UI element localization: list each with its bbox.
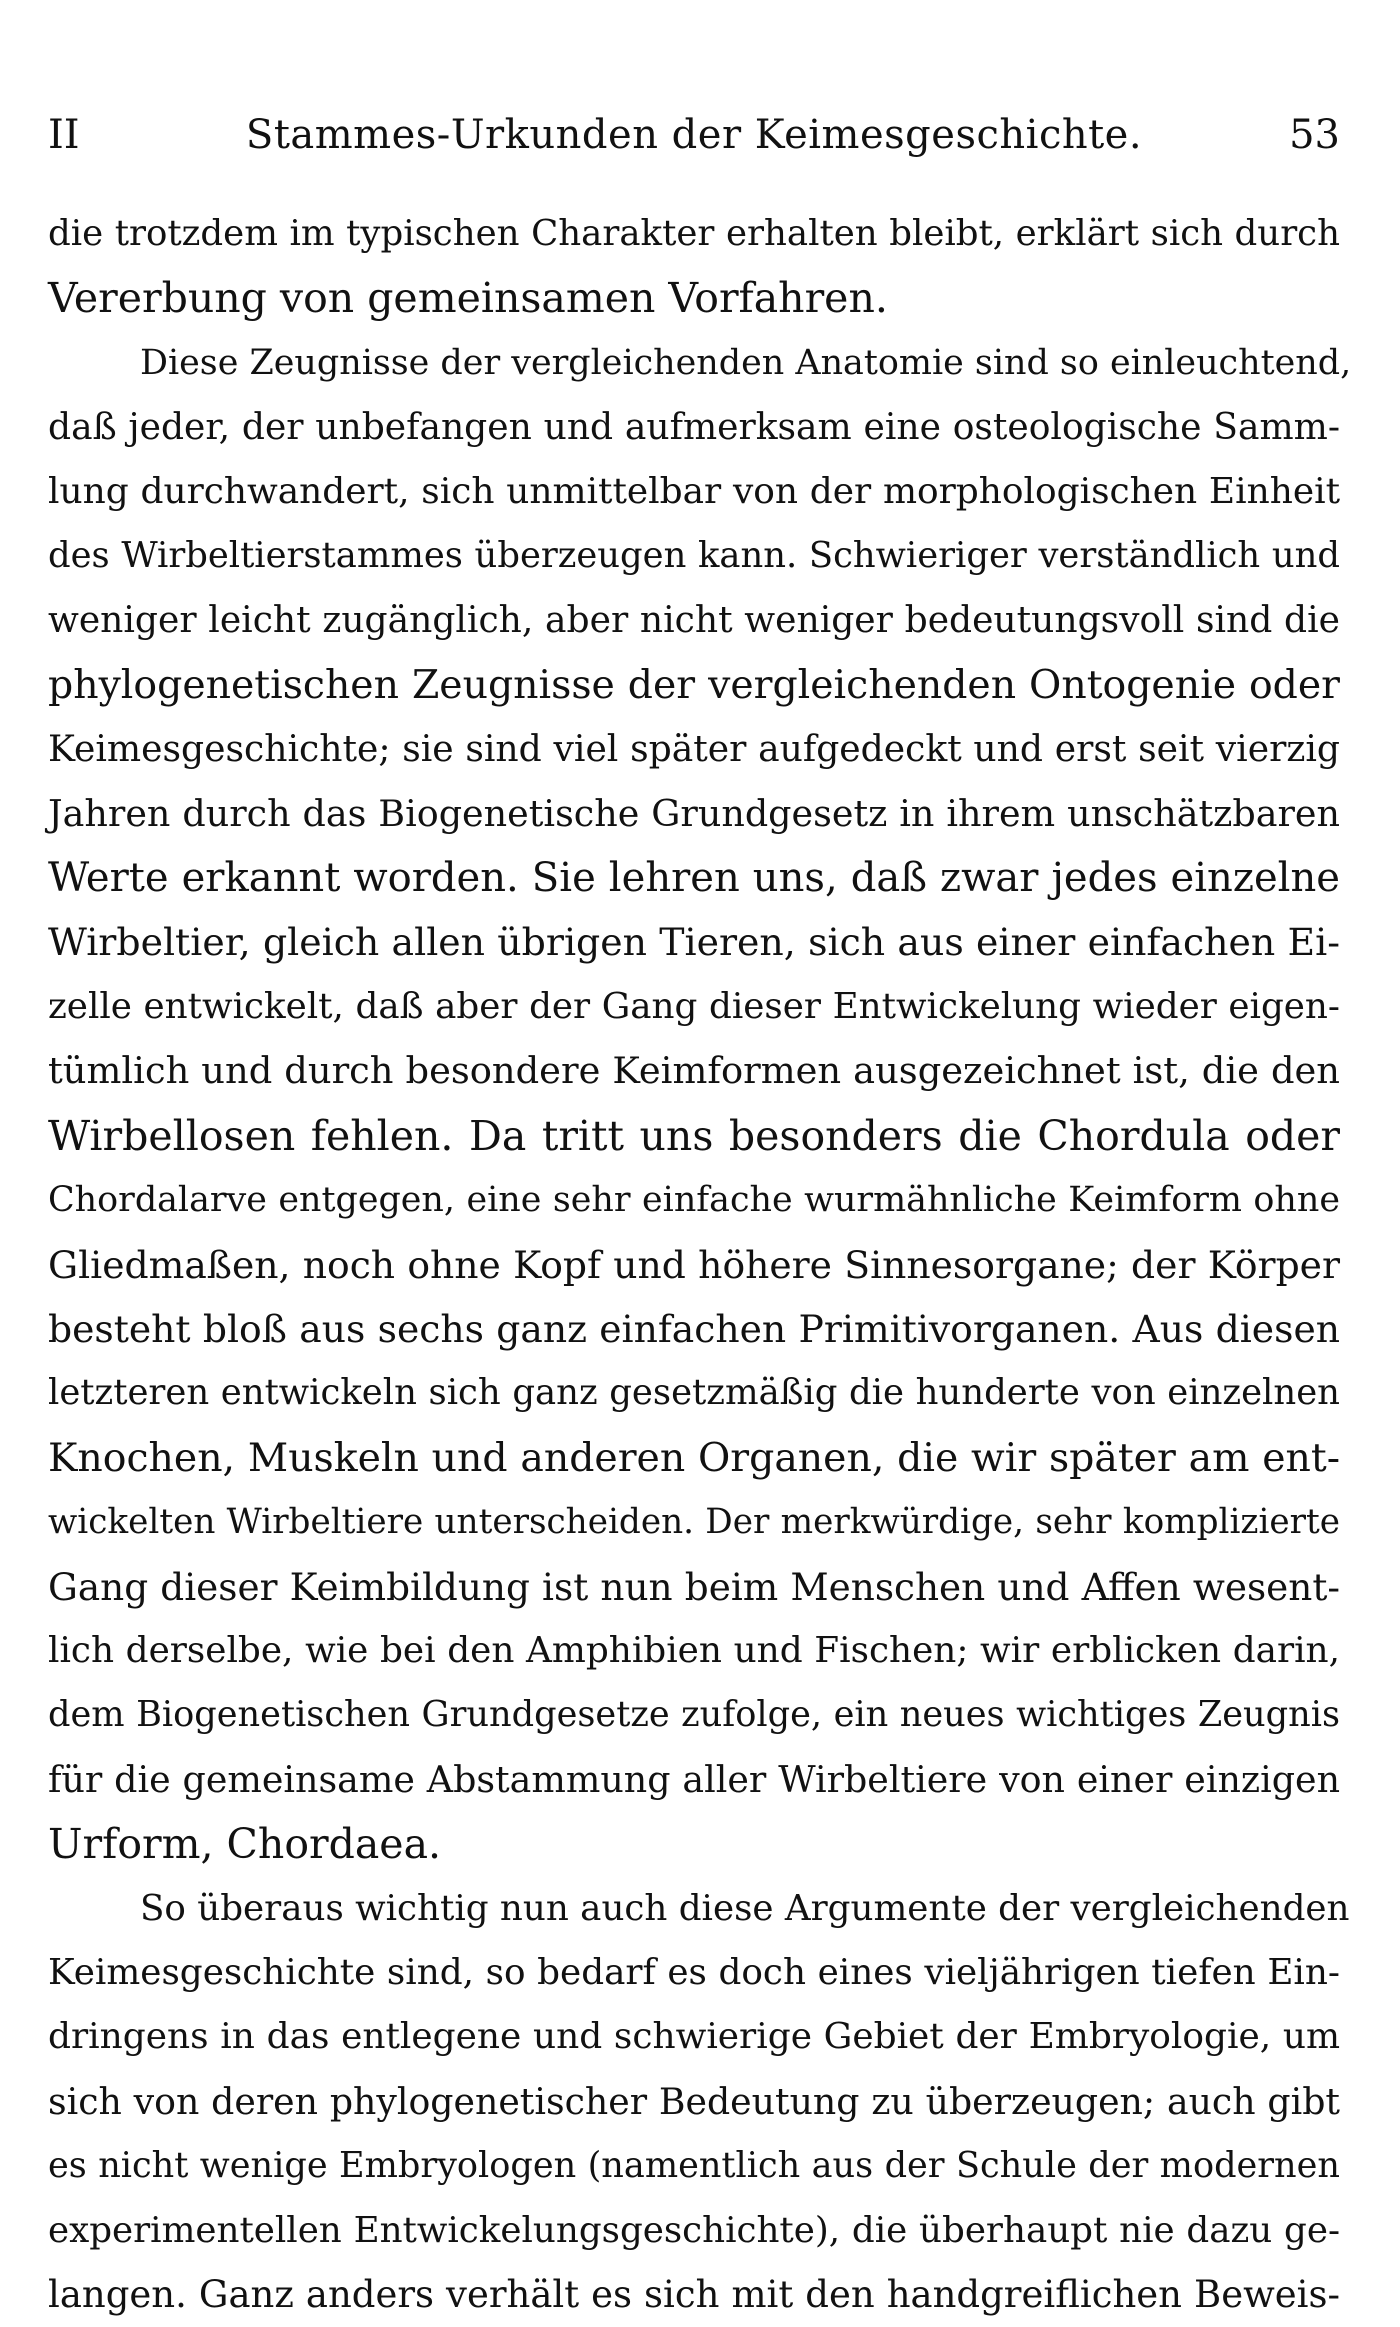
paragraph <box>48 1877 1350 2327</box>
running-head <box>48 100 1340 170</box>
text-line: lung durchwandert, sich unmittelbar von der morphologischen Einheit <box>48 470 1340 512</box>
text-line: Vererbung von gemeinsamen Vorfahren. <box>48 274 888 323</box>
text-line: besteht bloß aus sechs ganz einfachen Primitivorganen. Aus diesen <box>48 1306 1340 1351</box>
text-line: wickelten Wirbeltiere unterscheiden. Der merkwürdige, sehr komplizierte <box>48 1502 1340 1543</box>
page-number: 53 <box>1289 112 1340 158</box>
text-line: phylogenetischen Zeugnisse der vergleichenden Ontogenie oder <box>48 661 1340 708</box>
text-line: es nicht wenige Embryologen (namentlich aus der Schule der modernen <box>48 2145 1340 2187</box>
text-line: dem Biogenetischen Grundgesetze zufolge, ein neues wichtiges Zeugnis <box>48 1694 1340 1736</box>
text-line: Knochen, Muskeln und anderen Organen, die wir später am ent- <box>48 1434 1340 1481</box>
text-line: sich von deren phylogenetischer Bedeutung zu überzeugen; auch gibt <box>48 2079 1340 2123</box>
text-line: Keimesgeschichte; sie sind viel später aufgedeckt und erst seit vierzig <box>48 727 1340 771</box>
text-line: Diese Zeugnisse der vergleichenden Anatomie sind so einleuchtend, <box>140 342 1352 383</box>
text-line: daß jeder, der unbefangen und aufmerksam eine osteologische Samm- <box>48 406 1340 449</box>
text-line: Werte erkannt worden. Sie lehren uns, daß zwar jedes einzelne <box>48 855 1340 902</box>
text-line: Jahren durch das Biogenetische Grundgesetz in ihrem unschätzbaren <box>48 791 1340 835</box>
text-line: des Wirbeltierstammes überzeugen kann. Schwieriger verständlich und <box>48 535 1340 577</box>
text-line: Gliedmaßen, noch ohne Kopf und höhere Sinnesorgane; der Körper <box>48 1242 1340 1287</box>
running-title: Stammes-Urkunden der Keimesgeschichte. <box>245 112 1143 158</box>
text-line: dringens in das entlegene und schwierige Gebiet der Embryologie, um <box>48 2016 1340 2058</box>
text-line: So überaus wichtig nun auch diese Argumente der vergleichenden <box>140 1887 1350 1929</box>
text-line: Wirbeltier, gleich allen übrigen Tieren, sich aus einer einfachen Ei- <box>48 920 1340 965</box>
paragraph <box>48 202 1340 331</box>
text-line: für die gemeinsame Abstammung aller Wirbeltiere von einer einzigen <box>48 1757 1340 1801</box>
body-text <box>48 202 1352 2327</box>
text-line: Gang dieser Keimbildung ist nun beim Menschen und Affen wesent- <box>48 1564 1340 1609</box>
section-number: II <box>48 112 80 158</box>
text-line: zelle entwickelt, daß aber der Gang dieser Entwickelung wieder eigen- <box>48 985 1340 1027</box>
text-line: langen. Ganz anders verhält es sich mit den handgreiflichen Beweis- <box>48 2273 1340 2316</box>
text-line: weniger leicht zugänglich, aber nicht weniger bedeutungsvoll sind die <box>48 599 1340 642</box>
text-line: lich derselbe, wie bei den Amphibien und Fischen; wir erblicken darin, <box>48 1629 1340 1671</box>
text-line: experimentellen Entwickelungsgeschichte), die überhaupt nie dazu ge- <box>48 2209 1340 2251</box>
text-line: Wirbellosen fehlen. Da tritt uns besonders die Chordula oder <box>48 1111 1340 1160</box>
text-line: Keimesgeschichte sind, so bedarf es doch eines vieljährigen tiefen Ein- <box>48 1951 1340 1993</box>
text-line: Urform, Chordaea. <box>48 1820 442 1869</box>
text-line: tümlich und durch besondere Keimformen ausgezeichnet ist, die den <box>48 1049 1340 1093</box>
paragraph <box>48 331 1352 1877</box>
text-line: Chordalarve entgegen, eine sehr einfache wurmähnliche Keimform ohne <box>48 1180 1340 1221</box>
text-line: die trotzdem im typischen Charakter erhalten bleibt, erklärt sich durch <box>48 213 1340 254</box>
text-line: letzteren entwickeln sich ganz gesetzmäßig die hunderte von einzelnen <box>48 1372 1340 1414</box>
